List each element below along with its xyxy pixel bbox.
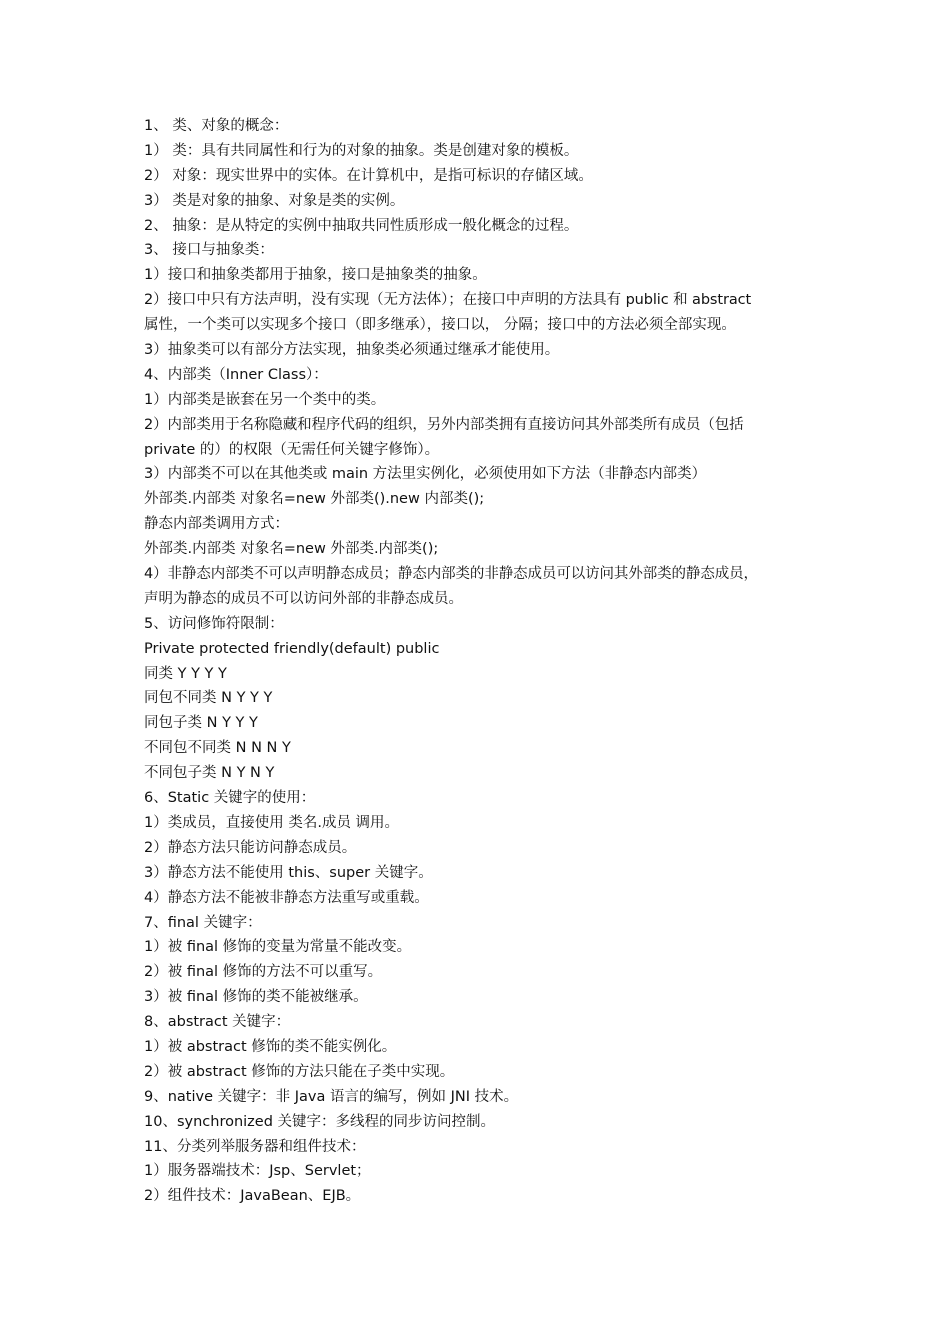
text-line: 2）被 final 修饰的方法不可以重写。 <box>144 964 383 981</box>
text-line: 同包子类 N Y Y Y <box>144 715 258 732</box>
text-line: 2）静态方法只能访问静态成员。 <box>144 839 357 856</box>
text-line: 5、访问修饰符限制： <box>144 615 284 632</box>
text-line: 1）被 final 修饰的变量为常量不能改变。 <box>144 939 412 956</box>
text-line: private 的）的权限（无需任何关键字修饰）。 <box>144 441 440 458</box>
text-line: 3）静态方法不能使用 this、super 关键字。 <box>144 864 433 881</box>
text-line: 1）服务器端技术：Jsp、Servlet； <box>144 1163 371 1180</box>
text-line: 2）接口中只有方法声明，没有实现（无方法体）；在接口中声明的方法具有 public 和 abstract <box>144 292 752 309</box>
document-body <box>144 114 814 1209</box>
text-line: 静态内部类调用方式： <box>144 516 289 533</box>
text-line: 6、Static 关键字的使用： <box>144 790 316 807</box>
text-line: 属性，一个类可以实现多个接口（即多继承），接口以， 分隔；接口中的方法必须全部实现。 <box>144 317 736 334</box>
text-line: 同包不同类 N Y Y Y <box>144 690 273 707</box>
text-line: 外部类.内部类 对象名=new 外部类.内部类(); <box>144 541 439 558</box>
text-line: 1）类成员，直接使用 类名.成员 调用。 <box>144 814 400 831</box>
text-line: 2、 抽象：是从特定的实例中抽取共同性质形成一般化概念的过程。 <box>144 217 579 234</box>
text-line: 11、分类列举服务器和组件技术： <box>144 1138 366 1155</box>
text-line: 4）静态方法不能被非静态方法重写或重载。 <box>144 889 429 906</box>
text-line: 2）内部类用于名称隐藏和程序代码的组织，另外内部类拥有直接访问其外部类所有成员（包括 <box>144 416 744 433</box>
text-line: 8、abstract 关键字： <box>144 1014 291 1031</box>
text-line: 1、 类、对象的概念： <box>144 118 289 134</box>
text-line: 2）组件技术：JavaBean、EJB。 <box>144 1188 361 1205</box>
text-line: 4、内部类（Inner Class）： <box>144 366 328 383</box>
text-line: Private protected friendly(default) public <box>144 640 440 657</box>
text-line: 7、final 关键字： <box>144 914 262 931</box>
text-line: 9、native 关键字：非 Java 语言的编写，例如 JNI 技术。 <box>144 1088 519 1105</box>
text-line: 不同包不同类 N N N Y <box>144 740 291 757</box>
text-line: 不同包子类 N Y N Y <box>144 765 275 782</box>
text-line: 同类 Y Y Y Y <box>144 665 227 682</box>
text-line: 1）被 abstract 修饰的类不能实例化。 <box>144 1038 397 1055</box>
text-line: 3）抽象类可以有部分方法实现，抽象类必须通过继承才能使用。 <box>144 342 560 359</box>
text-line: 1） 类：具有共同属性和行为的对象的抽象。类是创建对象的模板。 <box>144 142 579 159</box>
text-line: 1）内部类是嵌套在另一个类中的类。 <box>144 391 386 408</box>
text-line: 1）接口和抽象类都用于抽象，接口是抽象类的抽象。 <box>144 267 487 284</box>
text-line: 2）被 abstract 修饰的方法只能在子类中实现。 <box>144 1063 455 1080</box>
text-line: 声明为静态的成员不可以访问外部的非静态成员。 <box>144 590 463 607</box>
text-line: 3、 接口与抽象类： <box>144 242 274 259</box>
text-line: 外部类.内部类 对象名=new 外部类().new 内部类(); <box>144 491 485 508</box>
text-line: 2） 对象：现实世界中的实体。在计算机中，是指可标识的存储区域。 <box>144 167 593 184</box>
text-line: 3）内部类不可以在其他类或 main 方法里实例化，必须使用如下方法（非静态内部类） <box>144 466 707 483</box>
text-line: 3）被 final 修饰的类不能被继承。 <box>144 989 368 1006</box>
text-line: 10、synchronized 关键字：多线程的同步访问控制。 <box>144 1113 496 1130</box>
text-line: 4）非静态内部类不可以声明静态成员；静态内部类的非静态成员可以访问其外部类的静态成员， <box>144 566 758 583</box>
text-line: 3） 类是对象的抽象、对象是类的实例。 <box>144 192 405 209</box>
